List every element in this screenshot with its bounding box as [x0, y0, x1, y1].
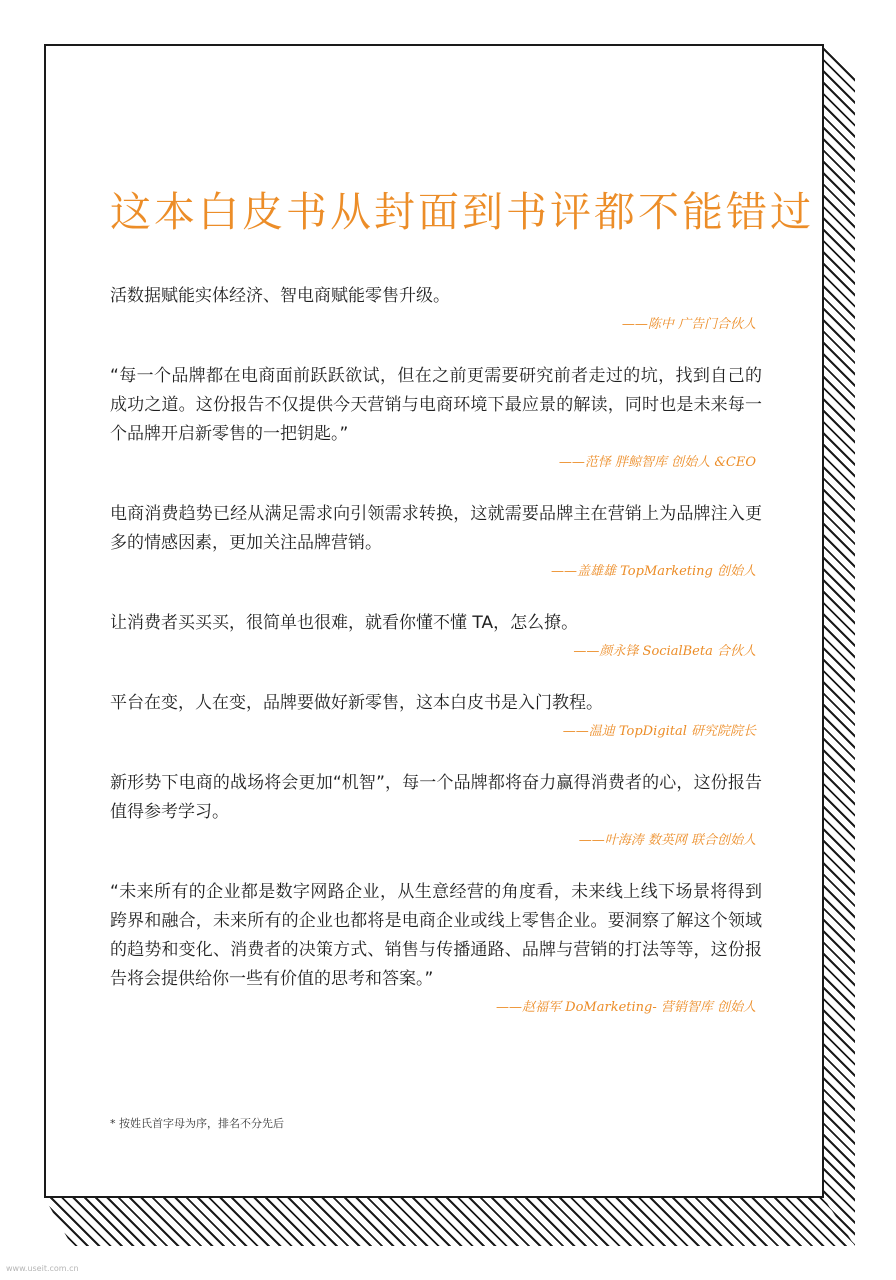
frame-side-hatching	[823, 44, 855, 1246]
review-attribution: ——范怿 胖鲸智库 创始人 &CEO	[558, 455, 756, 470]
review-text: “未来所有的企业都是数字网路企业，从生意经营的角度看，未来线上线下场景将得到跨界和融合，未来所有的企业也都将是电商企业或线上零售企业。要洞察了解这个领域的趋势和变化、消费者的决策方式、销售与传播通路、品牌与营销的打法等等，这份报告将会提供给你一些有价值的思考和答案。”	[110, 882, 762, 989]
review-item	[110, 500, 762, 582]
review-item	[110, 609, 762, 662]
review-text: 平台在变，人在变，品牌要做好新零售，这本白皮书是入门教程。	[110, 693, 603, 713]
review-attribution: ——颜永锋 SocialBeta 合伙人	[573, 644, 756, 659]
site-watermark: www.useit.com.cn	[6, 1264, 79, 1273]
review-attribution: ——赵福军 DoMarketing- 营销智库 创始人	[496, 1000, 756, 1015]
review-attribution: ——温迪 TopDigital 研究院院长	[562, 724, 756, 739]
review-item	[110, 769, 762, 851]
review-text: “每一个品牌都在电商面前跃跃欲试，但在之前更需要研究前者走过的坑，找到自己的成功之道。这份报告不仅提供今天营销与电商环境下最应景的解读，同时也是未来每一个品牌开启新零售的一把钥匙。”	[110, 366, 762, 444]
reviews-list	[110, 282, 762, 1045]
review-text: 让消费者买买买，很简单也很难，就看你懂不懂 TA，怎么撩。	[110, 613, 579, 633]
review-text: 活数据赋能实体经济、智电商赋能零售升级。	[110, 286, 450, 306]
review-attribution: ——叶海涛 数英网 联合创始人	[578, 833, 756, 848]
review-text: 新形势下电商的战场将会更加“机智”，每一个品牌都将奋力赢得消费者的心，这份报告值得参考学习。	[110, 773, 762, 822]
review-item	[110, 362, 762, 473]
review-item	[110, 878, 762, 1018]
review-text: 电商消费趋势已经从满足需求向引领需求转换，这就需要品牌主在营销上为品牌注入更多的情感因素，更加关注品牌营销。	[110, 504, 762, 553]
review-attribution: ——盖雄雄 TopMarketing 创始人	[551, 564, 756, 579]
page-title: 这本白皮书从封面到书评都不能错过	[110, 188, 814, 237]
frame-bottom-hatching	[44, 1197, 855, 1246]
review-attribution: ——陈中 广告门合伙人	[621, 317, 756, 332]
review-item	[110, 689, 762, 742]
review-item	[110, 282, 762, 335]
ordering-footnote: * 按姓氏首字母为序，排名不分先后	[110, 1117, 284, 1130]
